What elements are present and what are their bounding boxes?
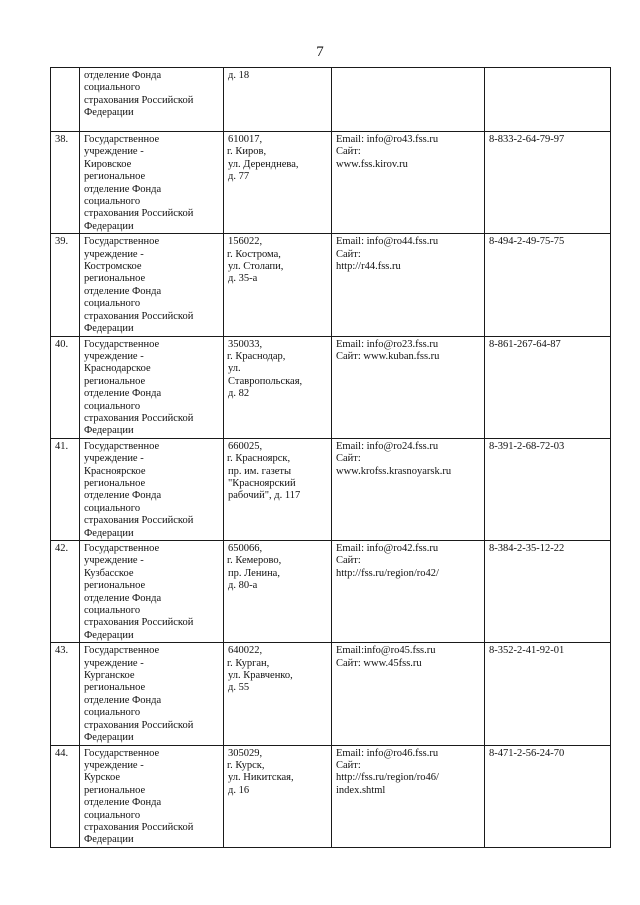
institution-name-line: Курганское [84, 670, 135, 682]
institution-name-line: Федерации [84, 732, 134, 744]
table-row [51, 541, 611, 643]
institution-name-line: учреждение - [84, 350, 144, 362]
postal-address-line: ул. Никитская, [228, 772, 294, 784]
postal-address-line: г. Кемерово, [227, 555, 282, 567]
institution-name-line: учреждение - [84, 555, 144, 567]
institution-name-line: Государственное [84, 543, 160, 554]
postal-address-line: 350033, [228, 338, 263, 350]
table-row [51, 438, 611, 540]
institution-name-line: Костромское [84, 261, 142, 273]
institution-name-line: отделение Фонда [84, 285, 162, 297]
phone-number: 8-833-2-64-79-97 [485, 132, 611, 234]
postal-address-line: 640022, [228, 645, 263, 657]
email-website-line: Email: info@ro23.fss.ru [336, 338, 439, 350]
postal-address-line: ул. [228, 363, 241, 375]
institution-name-line: отделение Фонда [84, 183, 162, 195]
institution-name-line: страхования Российской [84, 94, 194, 106]
email-website [332, 438, 485, 540]
institution-name-line: региональное [84, 784, 146, 796]
fss-offices-table [50, 67, 611, 848]
phone-number [485, 68, 611, 132]
institution-name-line: социального [84, 400, 141, 412]
postal-address-line: "Красноярский [228, 477, 296, 489]
row-number: 38. [51, 132, 80, 234]
institution-name-line: социального [84, 707, 141, 719]
table-body [51, 68, 611, 848]
institution-name-line: региональное [84, 477, 146, 489]
postal-address-line: рабочий", д. 117 [228, 490, 301, 502]
phone-number: 8-391-2-68-72-03 [485, 438, 611, 540]
institution-name-line: социального [84, 82, 141, 94]
postal-address-line: 660025, [228, 440, 263, 452]
institution-name-line: Государственное [84, 440, 160, 452]
email-website-line: Email: info@ro46.fss.ru [336, 747, 439, 759]
table-row [51, 132, 611, 234]
institution-name-line: региональное [84, 580, 146, 592]
institution-name-line: учреждение - [84, 759, 144, 771]
institution-name [80, 643, 224, 745]
institution-name-line: Государственное [84, 645, 160, 657]
institution-name [80, 541, 224, 643]
institution-name-line: региональное [84, 682, 146, 694]
postal-address-line: д. 16 [228, 784, 250, 796]
email-website-line: index.shtml [336, 784, 386, 796]
email-website [332, 336, 485, 438]
postal-address-line: д. 18 [228, 70, 250, 81]
row-number [51, 68, 80, 132]
email-website [332, 234, 485, 336]
institution-name-line: Федерации [84, 629, 134, 641]
email-website [332, 745, 485, 847]
institution-name-line: учреждение - [84, 248, 144, 260]
email-website [332, 132, 485, 234]
postal-address [224, 68, 332, 132]
institution-name-line: Федерации [84, 527, 134, 539]
postal-address-line: г. Краснодар, [227, 350, 286, 362]
postal-address [224, 438, 332, 540]
institution-name-line: страхования Российской [84, 412, 194, 424]
postal-address-line: г. Кострома, [227, 248, 281, 260]
postal-address-line: 610017, [228, 134, 263, 145]
postal-address [224, 234, 332, 336]
row-number: 41. [51, 438, 80, 540]
institution-name-line: социального [84, 809, 141, 821]
table-row [51, 745, 611, 847]
institution-name-line: Кузбасское [84, 567, 134, 579]
institution-name-line: страхования Российской [84, 821, 194, 833]
institution-name-line: региональное [84, 171, 146, 183]
email-website-line: http://fss.ru/region/ro42/ [336, 567, 439, 579]
postal-address-line: д. 82 [228, 388, 250, 400]
postal-address-line: д. 55 [228, 682, 250, 694]
institution-name-line: Государственное [84, 134, 160, 145]
institution-name-line: социального [84, 298, 141, 310]
email-website-line: Email: info@ro43.fss.ru [336, 134, 439, 145]
table-row [51, 336, 611, 438]
table-row [51, 68, 611, 132]
email-website-line: http://r44.fss.ru [336, 261, 401, 273]
institution-name-line: страхования Российской [84, 617, 194, 629]
row-number: 42. [51, 541, 80, 643]
institution-name-line: учреждение - [84, 657, 144, 669]
institution-name-line: учреждение - [84, 453, 144, 465]
postal-address-line: ул. Деренднева, [228, 158, 299, 170]
institution-name [80, 68, 224, 132]
email-website-line: Сайт: [336, 146, 361, 158]
postal-address-line: г. Курск, [227, 759, 265, 771]
postal-address-line: ул. Кравченко, [228, 670, 293, 682]
institution-name [80, 336, 224, 438]
postal-address [224, 745, 332, 847]
page-number: 7 [316, 44, 324, 60]
postal-address-line: д. 35-а [228, 273, 258, 285]
postal-address-line: 156022, [228, 236, 263, 248]
institution-name [80, 132, 224, 234]
institution-name-line: Государственное [84, 338, 160, 350]
postal-address-line: д. 80-а [228, 580, 258, 592]
institution-name-line: отделение Фонда [84, 490, 162, 502]
email-website-line: Сайт: [336, 248, 361, 260]
postal-address-line: г. Киров, [227, 146, 267, 158]
email-website-line: Сайт: www.45fss.ru [336, 657, 422, 669]
postal-address-line: 305029, [228, 747, 263, 759]
institution-name-line: Кировское [84, 158, 132, 170]
institution-name-line: Краснодарское [84, 363, 151, 375]
institution-name [80, 745, 224, 847]
email-website-line: Email:info@ro45.fss.ru [336, 645, 436, 657]
postal-address-line: д. 77 [228, 171, 250, 183]
email-website-line: Email: info@ro44.fss.ru [336, 236, 439, 248]
postal-address-line: пр. Ленина, [228, 567, 280, 579]
row-number: 44. [51, 745, 80, 847]
phone-number: 8-352-2-41-92-01 [485, 643, 611, 745]
institution-name-line: Государственное [84, 236, 160, 248]
email-website-line: Email: info@ro24.fss.ru [336, 440, 439, 452]
institution-name-line: социального [84, 605, 141, 617]
institution-name-line: страхования Российской [84, 310, 194, 322]
phone-number: 8-494-2-49-75-75 [485, 234, 611, 336]
institution-name-line: отделение Фонда [84, 797, 162, 809]
institution-name-line: региональное [84, 375, 146, 387]
email-website-line: Сайт: [336, 759, 361, 771]
phone-number: 8-861-267-64-87 [485, 336, 611, 438]
postal-address [224, 132, 332, 234]
institution-name-line: Красноярское [84, 465, 146, 477]
institution-name-line: региональное [84, 273, 146, 285]
postal-address [224, 541, 332, 643]
institution-name-line: Федерации [84, 834, 134, 846]
institution-name-line: Федерации [84, 425, 134, 437]
phone-number: 8-384-2-35-12-22 [485, 541, 611, 643]
table-row [51, 234, 611, 336]
institution-name-line: социального [84, 196, 141, 208]
row-number: 39. [51, 234, 80, 336]
email-website-line: Сайт: [336, 453, 361, 465]
institution-name-line: Федерации [84, 107, 134, 119]
postal-address [224, 643, 332, 745]
email-website [332, 643, 485, 745]
institution-name-line: отделение Фонда [84, 592, 162, 604]
email-website [332, 68, 485, 132]
institution-name-line: учреждение - [84, 146, 144, 158]
institution-name-line: Государственное [84, 747, 160, 759]
row-number: 40. [51, 336, 80, 438]
email-website-line: www.krofss.krasnoyarsk.ru [336, 465, 452, 477]
institution-name-line: Федерации [84, 220, 134, 232]
postal-address-line: 650066, [228, 543, 263, 554]
institution-name [80, 234, 224, 336]
postal-address-line: г. Курган, [227, 657, 270, 669]
institution-name-line: Курское [84, 772, 120, 784]
email-website-line: Сайт: [336, 555, 361, 567]
institution-name-line: социального [84, 502, 141, 514]
institution-name-line: страхования Российской [84, 719, 194, 731]
email-website-line: Сайт: www.kuban.fss.ru [336, 350, 440, 362]
row-number: 43. [51, 643, 80, 745]
postal-address-line: ул. Столапи, [228, 261, 284, 273]
institution-name-line: страхования Российской [84, 208, 194, 220]
postal-address-line: г. Красноярск, [227, 453, 291, 465]
email-website [332, 541, 485, 643]
postal-address-line: Ставропольская, [228, 375, 303, 387]
postal-address-line: пр. им. газеты [228, 465, 292, 477]
institution-name-line: страхования Российской [84, 515, 194, 527]
email-website-line: www.fss.kirov.ru [336, 158, 408, 170]
table-row [51, 643, 611, 745]
postal-address [224, 336, 332, 438]
institution-name-line: отделение Фонда [84, 70, 162, 81]
email-website-line: http://fss.ru/region/ro46/ [336, 772, 439, 784]
institution-name-line: Федерации [84, 323, 134, 335]
institution-name [80, 438, 224, 540]
institution-name-line: отделение Фонда [84, 694, 162, 706]
institution-name-line: отделение Фонда [84, 388, 162, 400]
email-website-line: Email: info@ro42.fss.ru [336, 543, 439, 554]
phone-number: 8-471-2-56-24-70 [485, 745, 611, 847]
